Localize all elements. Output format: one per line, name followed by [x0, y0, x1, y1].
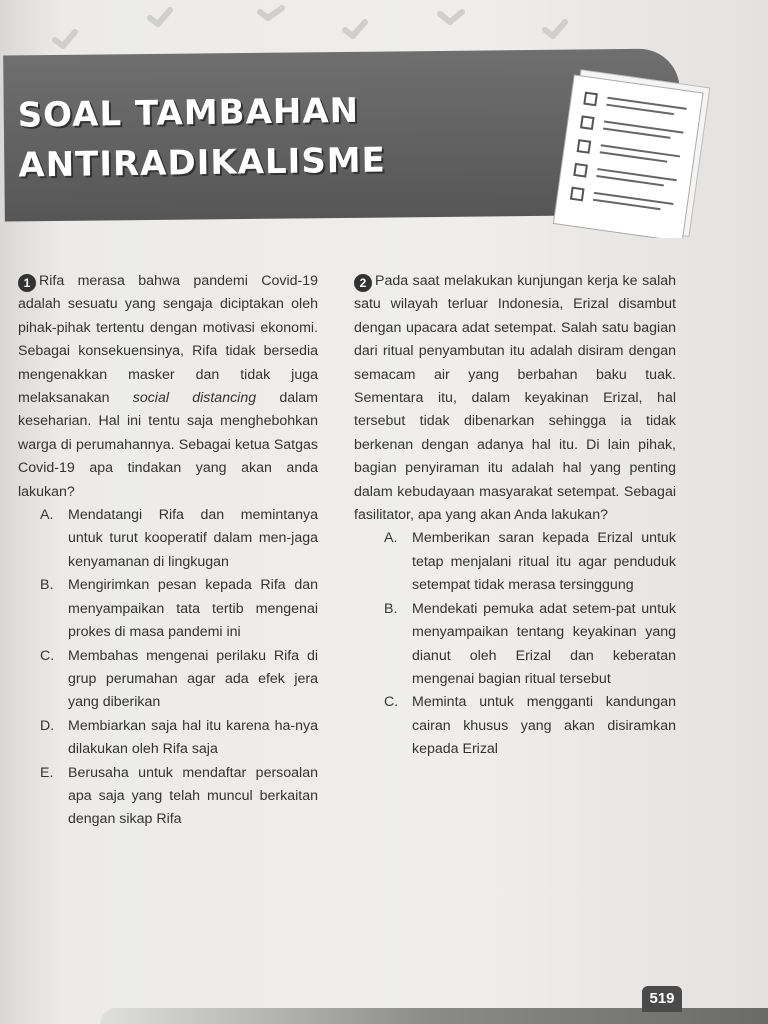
question-2-options [354, 527, 676, 761]
option-c[interactable]: C. Membahas mengenai perilaku Rifa di grup perumahan agar ada efek jera yang diberikan [40, 647, 318, 711]
question-number-badge: 1 [18, 274, 36, 292]
option-a[interactable]: A. Mendatangi Rifa dan memintanya untuk turut kooperatif dalam men-jaga kenyamanan di lingkugan [40, 507, 318, 570]
page-title [17, 85, 386, 190]
question-2 [354, 270, 676, 762]
emphasis-text: social distancing [132, 390, 257, 407]
question-1-options [18, 504, 318, 832]
title-line-2: ANTIRADIKALISME [18, 140, 387, 186]
option-c[interactable]: C. Meminta untuk mengganti kandungan cairan khusus yang akan disiramkan kepada Erizal [384, 694, 676, 758]
checkmark-decoration-icon [0, 0, 768, 50]
option-a[interactable]: A. Memberikan saran kepada Erizal untuk tetap menjalani ritual itu agar penduduk setempat tidak merasa tersinggung [384, 530, 676, 594]
checklist-document-icon [550, 68, 718, 238]
question-1-stem: 1 Rifa merasa bahwa pandemi Covid-19 adalah sesuatu yang sengaja diciptakan oleh pihak-pihak tertentu dengan motivasi ekonomi. Sebagai konsekuensinya, Rifa tidak bersedia mengenakkan masker dan tidak juga melaksanakan social distancing dalam keseharian. Hal ini tentu saja menghebohkan warga di perumahannya. Sebagai ketua Satgas Covid-19 apa tindakan yang akan anda lakukan? [18, 273, 318, 500]
question-number-badge: 2 [354, 274, 372, 292]
option-e[interactable]: E. Berusaha untuk mendaftar persoalan apa saja yang telah muncul berkaitan dengan sikap Rifa [40, 764, 318, 828]
page-number: 519 [642, 986, 682, 1012]
question-2-stem: 2 Pada saat melakukan kunjungan kerja ke salah satu wilayah terluar Indonesia, Erizal disambut dengan upacara adat setempat. Salah satu bagian dari ritual penyambutan itu adalah disiram dengan semacam air yang berbahan baku tuak. Sementara itu, dalam keyakinan Erizal, hal tersebut tidak dibenarkan sehingga ia tidak berkenan dengan adanya hal itu. Di lain pihak, bagian penyiraman itu adalah hal yang penting dalam kebudayaan masyarakat setempat. Sebagai fasilitator, apa yang akan Anda lakukan? [354, 273, 676, 524]
option-d[interactable]: D. Membiarkan saja hal itu karena ha-nya dilakukan oleh Rifa saja [40, 717, 318, 758]
option-b[interactable]: B. Mendekati pemuka adat setem-pat untuk menyampaikan tentang keyakinan yang dianut oleh Erizal dan keberatan mengenai bagian ritual tersebut [384, 600, 676, 687]
question-1 [18, 270, 318, 832]
title-line-1: SOAL TAMBAHAN [17, 90, 360, 136]
option-b[interactable]: B. Mengirimkan pesan kepada Rifa dan menyampaikan tata tertib mengenai prokes di masa pandemi ini [40, 577, 318, 641]
